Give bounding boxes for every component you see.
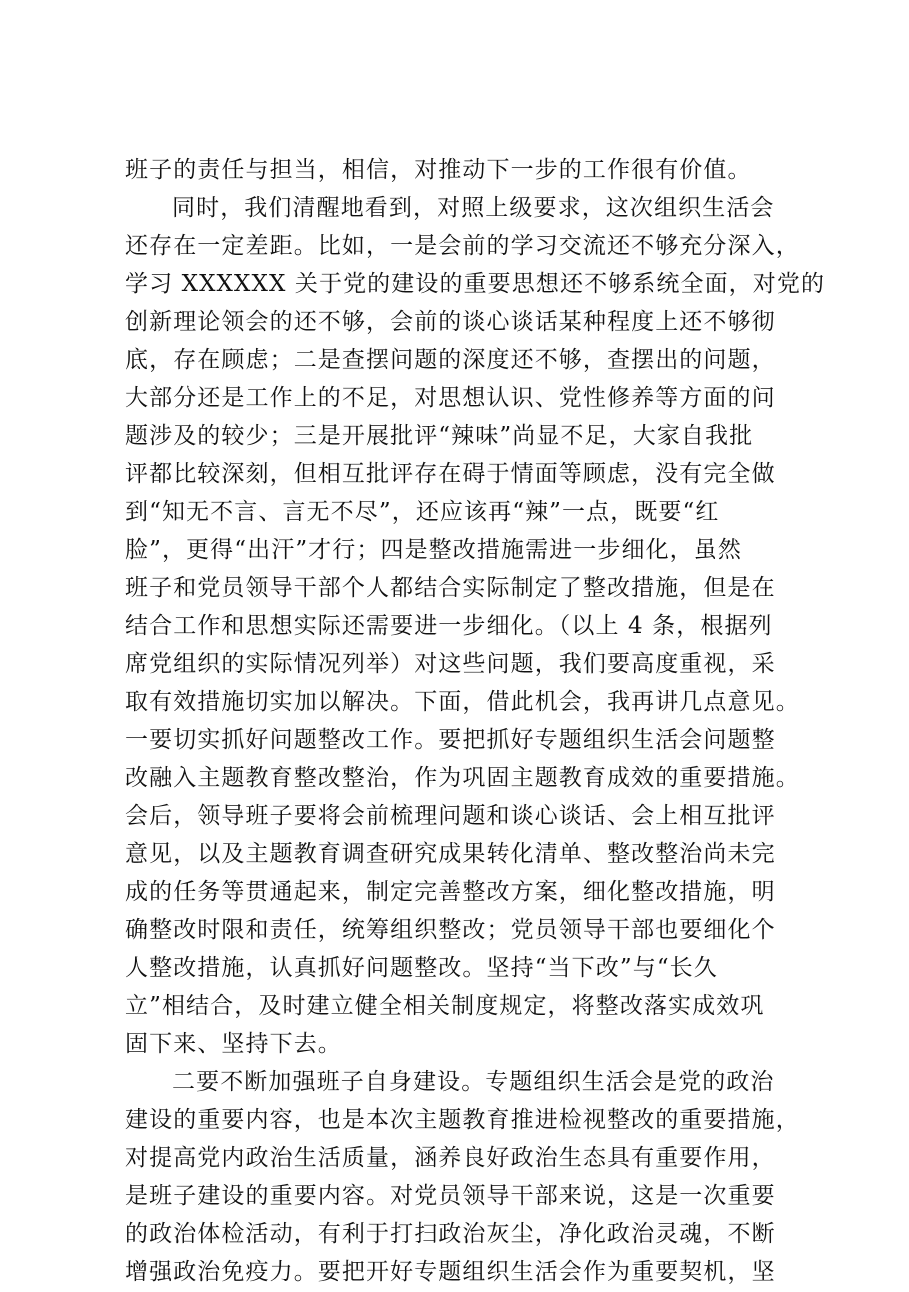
text-line: 评都比较深刻，但相互批评存在碍于情面等顾虑，没有完全做 — [125, 461, 776, 487]
text-line: 题涉及的较少；三是开展批评“辣味”尚显不足，大家自我批 — [125, 423, 754, 449]
text-line: 确整改时限和责任，统筹组织整改；党员领导干部也要细化个 — [125, 917, 776, 943]
text-line: 成的任务等贯通起来，制定完善整改方案，细化整改措施，明 — [125, 879, 776, 905]
paragraph-start-line: 同时，我们清醒地看到，对照上级要求，这次组织生活会 — [172, 195, 775, 221]
text-line: 取有效措施切实加以解决。下面，借此机会，我再讲几点意见。 — [125, 689, 800, 715]
text-line: 会后，领导班子要将会前梳理问题和谈心谈话、会上相互批评 — [125, 803, 776, 829]
text-line: 的政治体检活动，有利于打扫政治灰尘，净化政治灵魂，不断 — [125, 1221, 776, 1247]
text-line: 意见，以及主题教育调查研究成果转化清单、整改整治尚未完 — [125, 841, 776, 867]
text-line: 改融入主题教育整改整治，作为巩固主题教育成效的重要措施。 — [125, 765, 800, 791]
text-line: 增强政治免疫力。要把开好专题组织生活会作为重要契机，坚 — [125, 1259, 776, 1285]
text-line: 学习 XXXXXX 关于党的建设的重要思想还不够系统全面，对党的 — [125, 271, 826, 297]
text-line: 创新理论领会的还不够，会前的谈心谈话某种程度上还不够彻 — [125, 309, 776, 335]
text-line: 对提高党内政治生活质量，涵养良好政治生态具有重要作用， — [125, 1145, 776, 1171]
text-line: 人整改措施，认真抓好问题整改。坚持“当下改”与“长久 — [125, 955, 718, 981]
text-line: 是班子建设的重要内容。对党员领导干部来说，这是一次重要 — [125, 1183, 776, 1209]
text-line: 班子和党员领导干部个人都结合实际制定了整改措施，但是在 — [125, 575, 776, 601]
text-line: 固下来、坚持下去。 — [125, 1031, 342, 1057]
text-line: 立”相结合，及时建立健全相关制度规定，将整改落实成效巩 — [125, 993, 765, 1019]
text-line: 一要切实抓好问题整改工作。要把抓好专题组织生活会问题整 — [125, 727, 776, 753]
text-line: 脸”，更得“出汗”才行；四是整改措施需进一步细化，虽然 — [125, 537, 742, 563]
text-line: 大部分还是工作上的不足，对思想认识、党性修养等方面的问 — [125, 385, 776, 411]
text-line: 建设的重要内容，也是本次主题教育推进检视整改的重要措施， — [125, 1107, 800, 1133]
text-line: 结合工作和思想实际还需要进一步细化。（以上 4 条，根据列 — [125, 613, 773, 639]
text-line: 底，存在顾虑；二是查摆问题的深度还不够，查摆出的问题， — [125, 347, 776, 373]
text-line: 席党组织的实际情况列举）对这些问题，我们要高度重视，采 — [125, 651, 776, 677]
text-line: 到“知无不言、言无不尽”，还应该再“辣”一点，既要“红 — [125, 499, 720, 525]
text-line: 还存在一定差距。比如，一是会前的学习交流还不够充分深入， — [125, 233, 800, 259]
text-line: 班子的责任与担当，相信，对推动下一步的工作很有价值。 — [125, 157, 752, 183]
paragraph-start-line: 二要不断加强班子自身建设。专题组织生活会是党的政治 — [172, 1069, 775, 1095]
